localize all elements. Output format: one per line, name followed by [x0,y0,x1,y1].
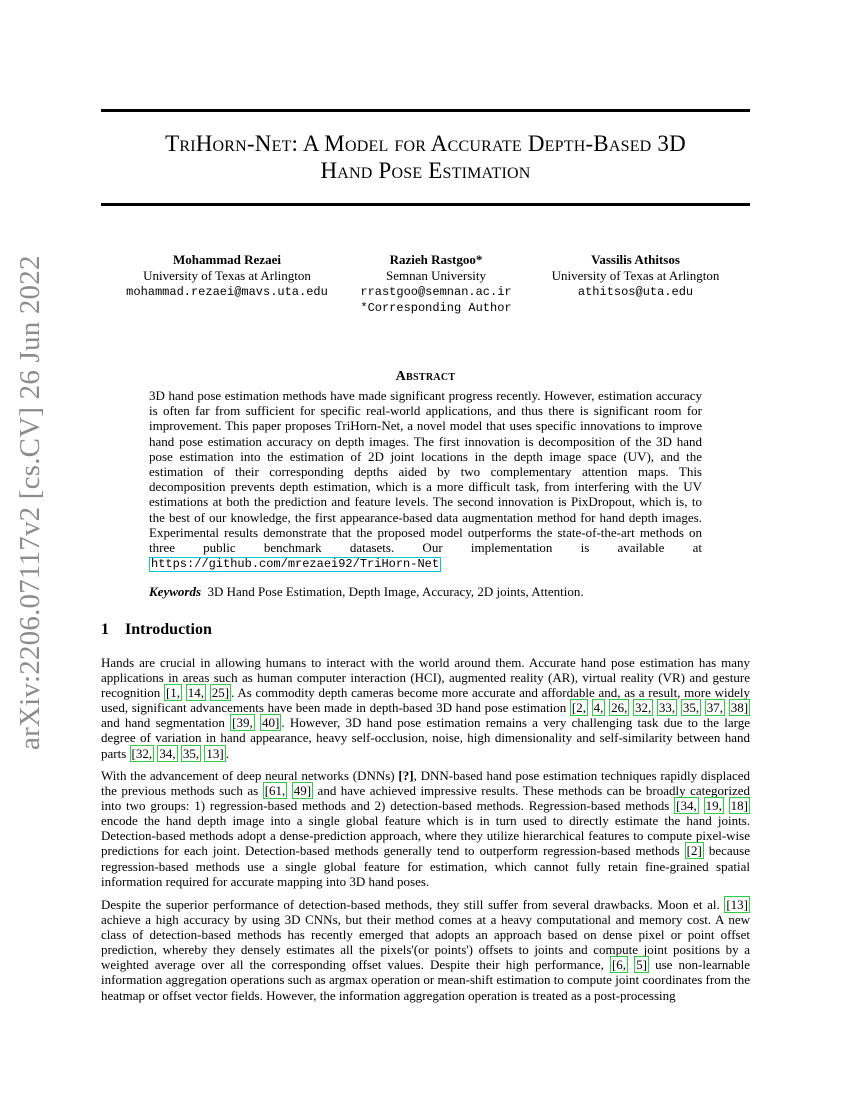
keywords [149,584,702,600]
citation-link[interactable]: [61, [264,783,286,799]
paragraph-text: . As commodity depth cameras become more accurate and affordable and, as a result, more widely used, significant advancements have been made in depth-based 3D hand pose estimation [101,685,750,716]
citation-link[interactable]: [6, [611,957,627,973]
citation-link[interactable]: [32, [131,745,153,761]
citation-link[interactable]: 14, [187,685,205,701]
citation-link[interactable]: 5] [636,957,648,973]
citation-link[interactable]: 18] [730,798,749,814]
author-name: Razieh Rastgoo* [389,252,483,267]
author-email: mohammad.rezaei@mavs.uta.edu [126,285,328,299]
paragraph-text: and hand segmentation [101,715,231,731]
citation-link[interactable]: [1, [165,685,181,701]
paragraph-text: achieve a high accuracy by using 3D CNNs, but their method comes at a heavy computational and memory cost. A new class of detection-based methods has recently emerged that adopts an approach based on dense pixel or point offset prediction, whereby they densely estimates all the pixels'(or points') offsets to joints and compute joint positions by a weighted average over all the corresponding offset values. Despite their high performance, [101,912,750,973]
author-email: athitsos@uta.edu [577,285,694,299]
intro-paragraph-1 [101,655,750,761]
author-affiliation: University of Texas at Arlington [143,268,311,283]
abstract-body [149,388,702,572]
title-line-1: TriHorn-Net: A Model for Accurate Depth-Based 3D [165,131,686,156]
abstract-heading: Abstract [395,369,456,384]
citation-link[interactable]: 33, [658,700,676,716]
section-title: Introduction [125,621,212,638]
citation-link[interactable]: 19, [705,798,722,814]
keywords-text: 3D Hand Pose Estimation, Depth Image, Accuracy, 2D joints, Attention. [207,584,584,599]
title-top-rule [101,109,750,112]
paper-title [101,130,750,184]
keywords-label: Keywords [149,584,201,599]
citation-link[interactable]: 35, [682,700,700,716]
repository-link[interactable]: https://github.com/mrezaei92/TriHorn-Net [151,557,440,572]
citation-link[interactable]: 32, [635,700,652,716]
missing-citation: [?] [398,768,414,783]
paragraph-text: Despite the superior performance of detection-based methods, they still suffer from several drawbacks. Moon et al. [101,897,725,912]
paragraph-text: because regression-based methods use a single global feature for estimation, which cannot fully retain fine-grained spatial information required for accurate mapping into 3D hand poses. [101,843,750,889]
citation-link[interactable]: 25] [211,685,230,701]
paragraph-text: . [225,745,229,761]
abstract-text: 3D hand pose estimation methods have made significant progress recently. However, estimation accuracy is often far from sufficient for specific real-world applications, and thus there is significant room for improvement. This paper proposes TriHorn-Net, a novel model that uses specific innovations to improve hand pose estimation accuracy on depth images. The first innovation is decomposition of the 3D hand pose estimation into the estimation of 2D joint locations in the depth image space (UV), and the estimation of their corresponding depths aided by two complementary attention maps. This decomposition prevents depth estimation, which is a more difficult task, from interfering with the UV estimations at both the prediction and feature levels. The second innovation is PixDropout, which is, to the best of our knowledge, the first appearance-based data augmentation method for hand depth images. Experimental results demonstrate that the proposed model outperforms the state-of-the-art methods on three public benchmark datasets. Our implementation is available at [149,388,702,556]
intro-paragraph-2 [101,768,750,889]
paragraph-text: and have achieved impressive results. These methods can be broadly categorized into two groups: 1) regression-based methods and 2) detection-based methods. Regression-based methods [101,783,750,814]
citation-link[interactable]: [13] [726,897,748,912]
title-bottom-rule [101,203,750,206]
author-affiliation: Semnan University [385,268,486,283]
intro-paragraph-3 [101,897,750,1003]
citation-link[interactable]: 40] [262,715,280,731]
arxiv-identifier: arXiv:2206.07117v2 [cs.CV] 26 Jun 2022 [14,255,46,750]
paragraph-text: , DNN-based hand pose estimation techniques rapidly displaced the previous methods such as [101,768,751,799]
citation-link[interactable]: 37, [706,700,724,716]
citation-link[interactable]: 13] [206,745,224,761]
title-line-2: Hand Pose Estimation [320,158,531,183]
author-name: Mohammad Rezaei [173,252,281,267]
paragraph-text: With the advancement of deep neural networks (DNNs) [101,768,399,783]
citation-link[interactable]: [2] [686,843,702,859]
author-affiliation: University of Texas at Arlington [551,268,720,283]
citation-link[interactable]: 38] [730,700,749,716]
paragraph-text: encode the hand depth image into a single global feature which is in turn used to directly estimate the hand joints. Detection-based methods adopt a dense-prediction approach, where they utilize hierarchical features to compute pixel-wise predictions for each joint. Detection-based methods generally tend to outperform regression-based methods [101,813,750,859]
paragraph-text: Hands are crucial in allowing humans to interact with the world around them. Accurate hand pose estimation has many applications in areas such as human computer interaction (HCI), augmented reality (AR), virtual reality (VR) and gesture recognition [101,655,750,701]
citation-link[interactable]: [34, [676,798,697,814]
author-3 [533,252,738,300]
paragraph-text: use non-learnable information aggregation operations such as argmax operation or mean-shift estimation to compute joint coordinates from the heatmap or offset vector fields. However, the information aggregation operation is treated as a post-processing [101,957,751,1003]
author-1 [101,252,353,300]
citation-link[interactable]: [2, [571,700,586,716]
author-2 [336,252,536,316]
paragraph-text: . However, 3D hand pose estimation remains a very challenging task due to the large degree of variation in hand appearance, heavy self-occlusion, noise, high dimensionality and self-similarity between hand parts [101,715,751,761]
citation-link[interactable]: 4, [593,700,604,716]
citation-link[interactable]: 35, [182,745,200,761]
section-number: 1 [101,621,109,638]
author-email: rrastgoo@semnan.ac.ir [360,285,512,299]
citation-link[interactable]: 26, [611,700,628,716]
citation-link[interactable]: 49] [293,783,312,799]
section-heading-introduction [101,621,212,639]
author-name: Vassilis Athitsos [591,252,680,267]
corresponding-author-note: *Corresponding Author [360,301,512,315]
citation-link[interactable]: 34, [159,745,176,761]
citation-link[interactable]: [39, [232,715,253,731]
